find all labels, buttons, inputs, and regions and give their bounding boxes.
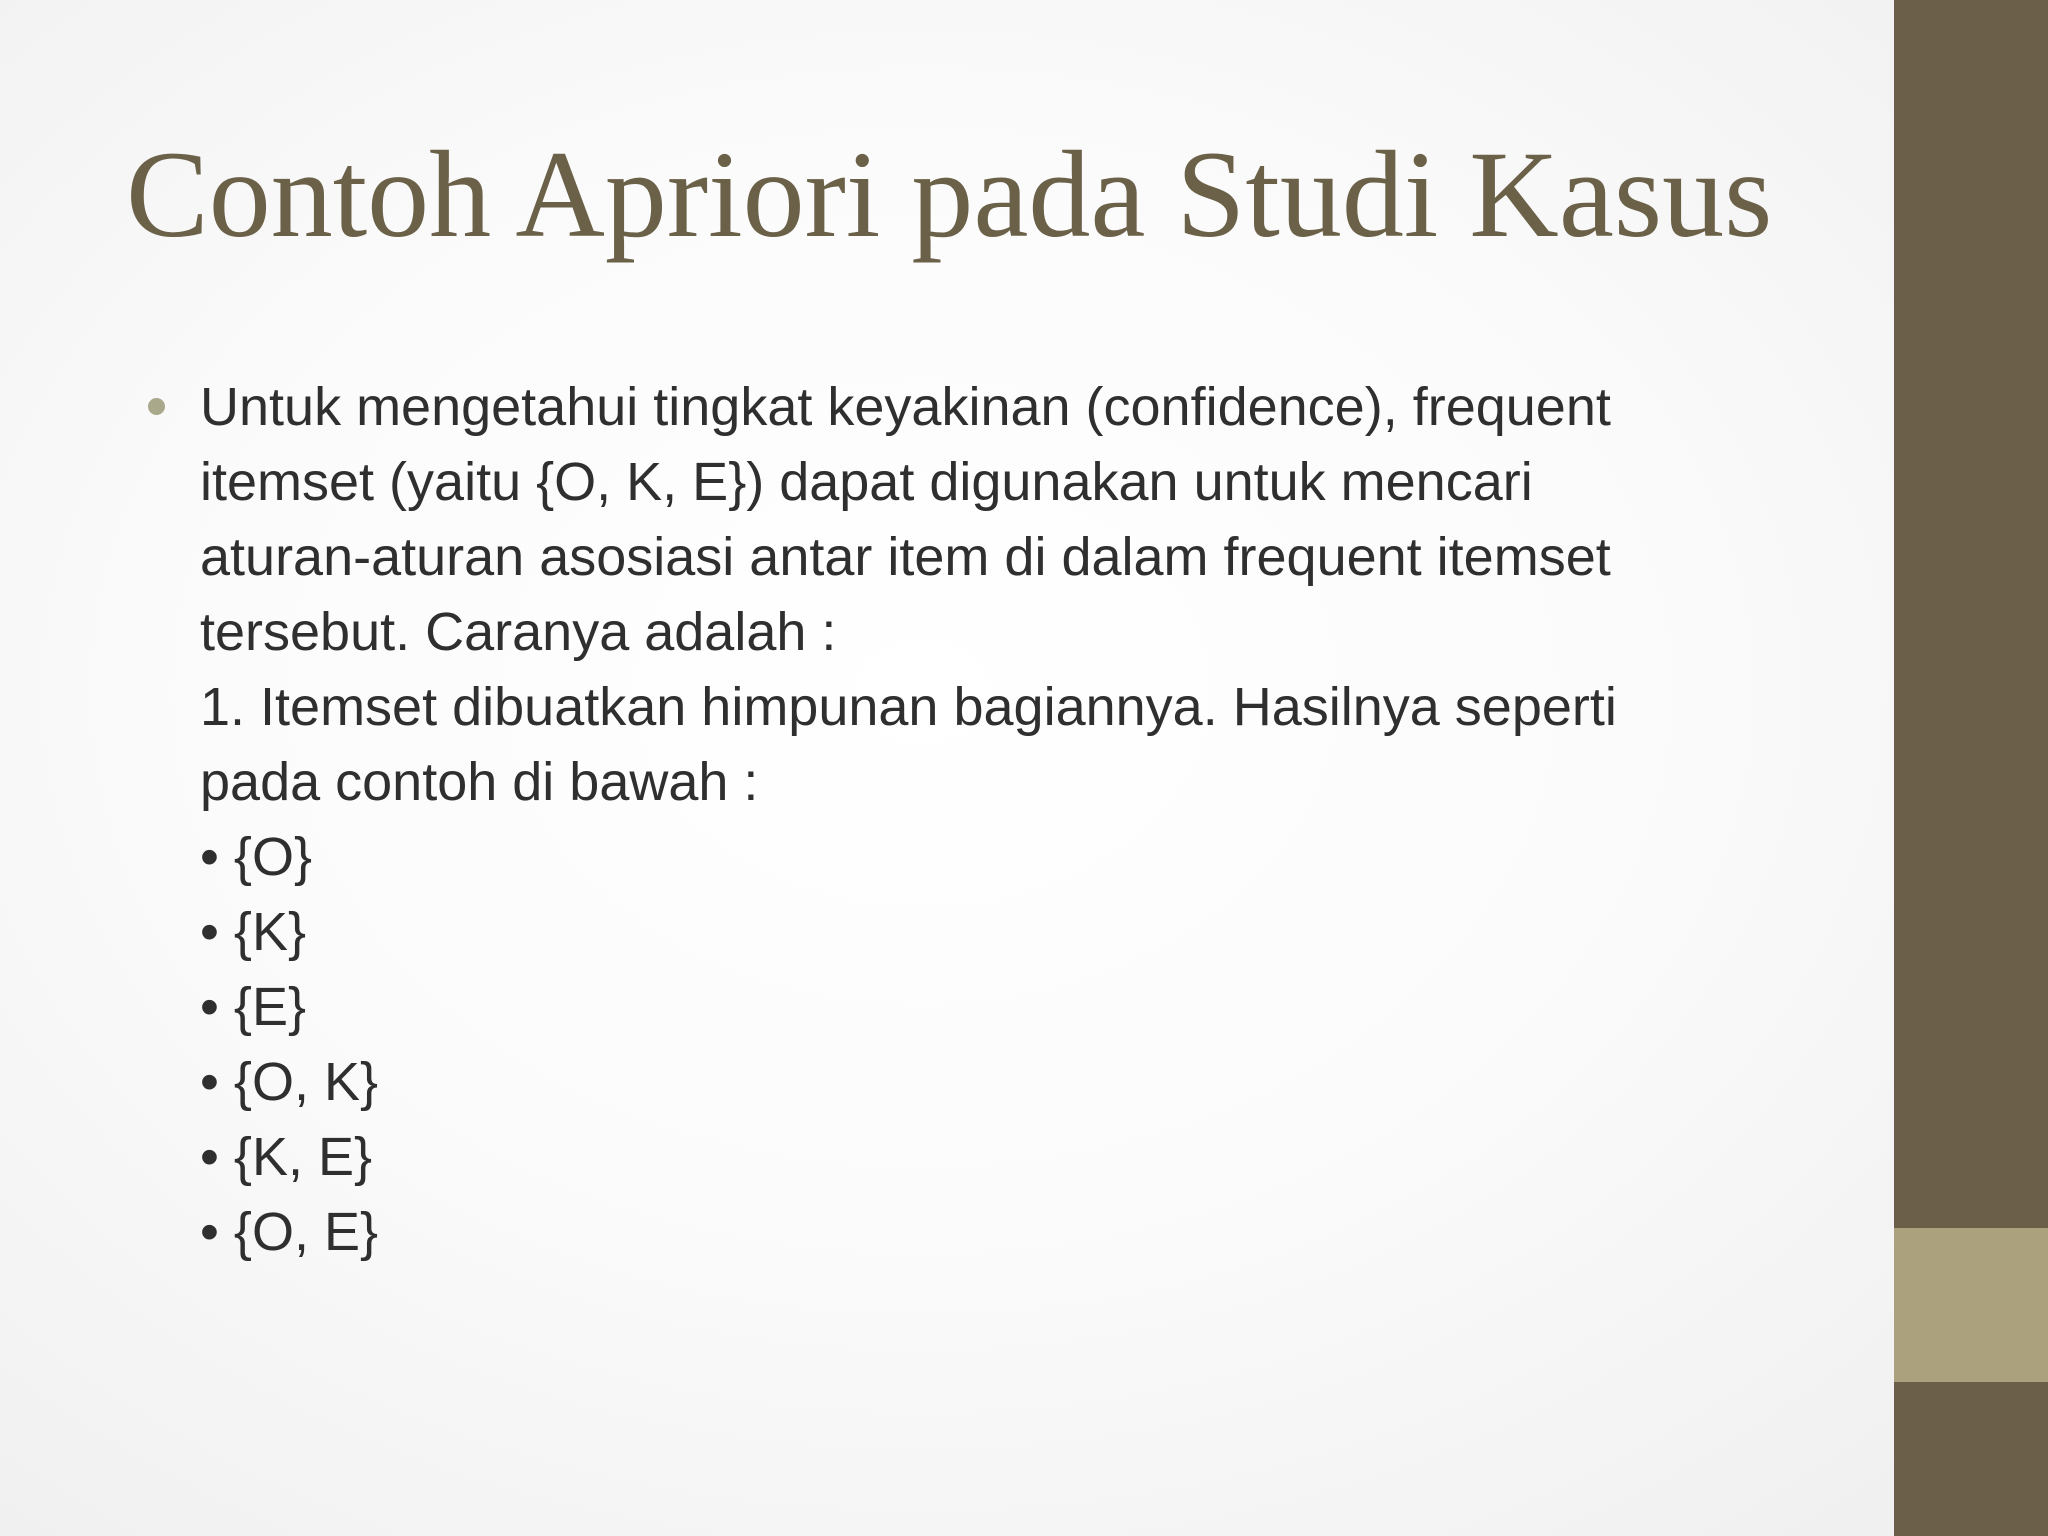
subset-item: • {K, E} <box>200 1127 373 1187</box>
bullet-dot-icon <box>148 398 165 415</box>
step-line: 1. Itemset dibuatkan himpunan bagiannya. Hasilnya seperti <box>200 677 1617 737</box>
subset-item: • {O, E} <box>200 1202 379 1262</box>
body-line: itemset (yaitu {O, K, E}) dapat digunakan untuk mencari <box>200 452 1533 512</box>
sidebar-accent-block <box>1894 1228 2048 1382</box>
bullet-item <box>148 370 1738 1270</box>
body-line: tersebut. Caranya adalah : <box>200 602 837 662</box>
body-line: aturan-aturan asosiasi antar item di dalam frequent itemset <box>200 527 1611 587</box>
subset-item: • {K} <box>200 902 306 962</box>
step-line: pada contoh di bawah : <box>200 752 759 812</box>
subset-item: • {E} <box>200 977 306 1037</box>
slide-content <box>148 370 1738 1270</box>
subset-item: • {O} <box>200 827 312 887</box>
slide-title: Contoh Apriori pada Studi Kasus <box>126 126 1773 263</box>
subset-item: • {O, K} <box>200 1052 379 1112</box>
body-line: Untuk mengetahui tingkat keyakinan (confidence), frequent <box>200 377 1611 437</box>
